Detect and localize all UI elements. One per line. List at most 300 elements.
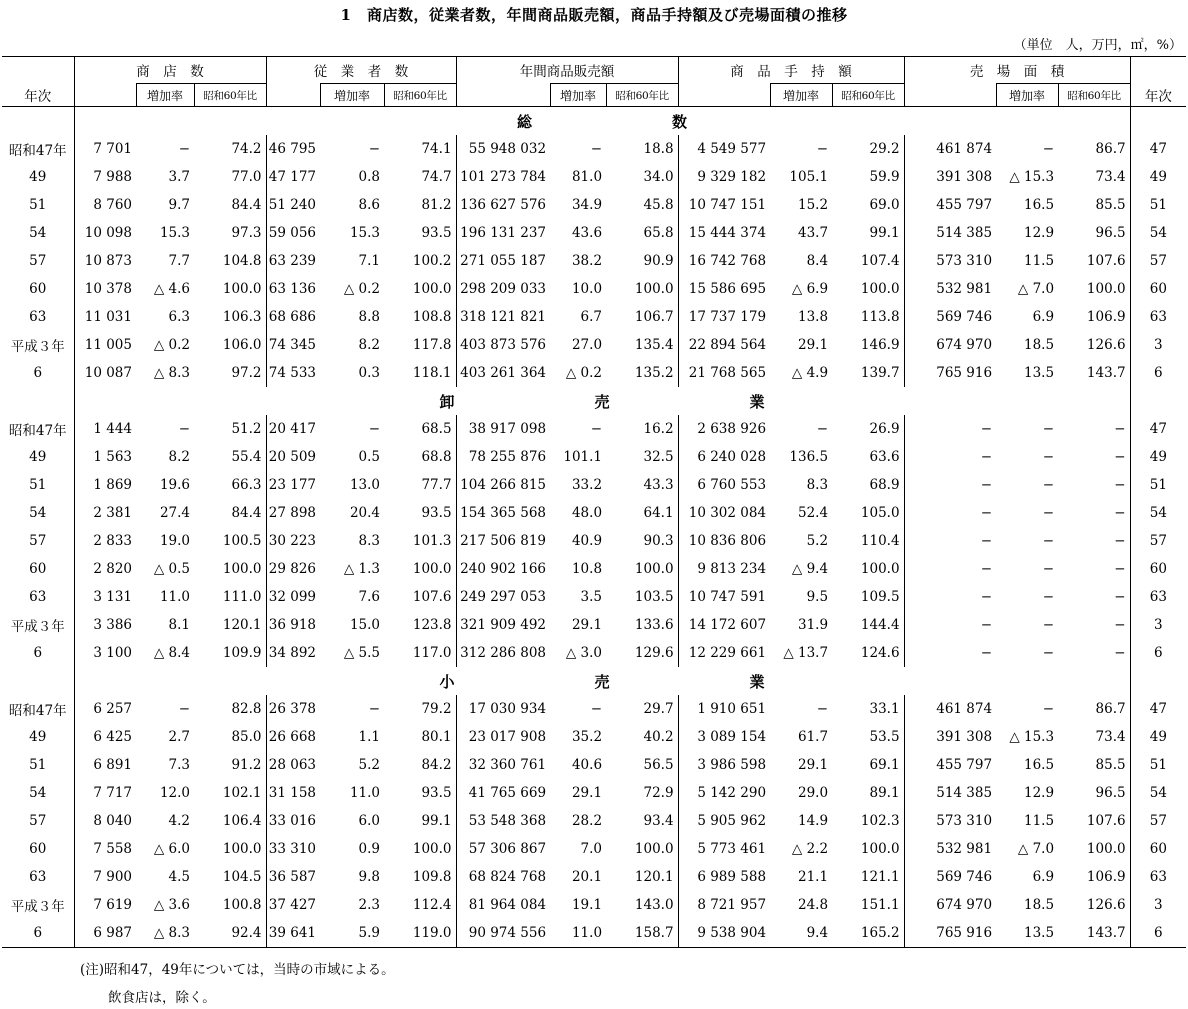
table-cell: 112.4 [384,891,456,919]
table-cell: △ 8.3 [153,365,190,381]
section-year-right-blank [1130,387,1186,415]
row-year: 60 [2,275,74,303]
header-blank [456,84,550,107]
table-cell: 121.1 [832,863,904,891]
table-cell: 69.0 [832,191,904,219]
header-blank [266,84,320,107]
table-cell: − [1058,499,1130,527]
table-cell: 19.6 [159,477,190,493]
table-cell: 53.5 [832,723,904,751]
table-cell: − [1042,477,1055,493]
table-cell: 391 308 [936,729,993,745]
table-cell: 249 297 053 [460,589,547,605]
table-cell: △ 1.3 [343,561,381,577]
table-cell: 0.8 [358,169,381,185]
table-cell: 43.6 [571,225,603,241]
table-cell: 111.0 [194,583,266,611]
table-cell: 93.5 [384,779,456,807]
row-year-right: 60 [1149,841,1167,857]
table-cell: 29.2 [832,135,904,163]
table-cell: 107.4 [832,247,904,275]
table-cell: 96.5 [1058,779,1130,807]
header-group-floor-area: 売 場 面 積 [904,57,1130,84]
table-cell: △ 4.9 [791,365,829,381]
header-year-top [2,57,74,84]
table-cell: 100.0 [606,275,678,303]
table-cell: − [590,701,603,717]
table-cell: 2 820 [93,561,132,577]
table-cell: 74 345 [268,337,317,353]
table-cell: 10 836 806 [688,533,767,549]
table-cell: 139.7 [832,359,904,387]
row-year-right: 57 [1149,533,1167,549]
table-cell: 123.8 [384,611,456,639]
table-cell: 68.8 [384,443,456,471]
section-year-blank [2,667,74,695]
table-row [2,835,1186,863]
table-cell: 8.3 [358,533,381,549]
table-cell: 86.7 [1058,135,1130,163]
table-cell: 6.3 [168,309,190,325]
table-cell: 74 533 [268,365,317,381]
header-ratio: 昭和60年比 [384,84,456,107]
table-cell: − [1042,449,1055,465]
header-ratio: 昭和60年比 [194,84,266,107]
table-cell: 100.0 [832,555,904,583]
table-cell: 8.1 [168,617,190,633]
table-cell: 2.7 [168,729,190,745]
table-cell: 10 378 [84,281,132,297]
table-cell: 100.2 [384,247,456,275]
table-cell: 31.9 [797,617,829,633]
table-cell: 101 273 784 [460,169,547,185]
row-year: 57 [2,247,74,275]
row-year: 平成３年 [2,331,74,359]
table-cell: 46 795 [268,141,317,157]
table-cell: 93.4 [606,807,678,835]
table-row [2,163,1186,191]
table-cell: 143.0 [606,891,678,919]
table-cell: 53 548 368 [468,813,547,829]
table-cell: 103.5 [606,583,678,611]
table-cell: 104.5 [194,863,266,891]
table-cell: 11.5 [1024,813,1055,829]
table-row [2,331,1186,359]
table-cell: 3.5 [580,589,603,605]
row-year: 49 [2,443,74,471]
table-cell: 100.0 [606,555,678,583]
table-row [2,191,1186,219]
table-cell: 8 040 [93,813,132,829]
table-row [2,891,1186,919]
table-cell: 11.0 [159,589,190,605]
table-cell: − [816,421,829,437]
table-cell: 15 444 374 [688,225,767,241]
section-label [74,107,1130,136]
table-cell: 100.0 [384,835,456,863]
table-cell: 126.6 [1058,331,1130,359]
table-cell: △ 0.2 [153,337,190,353]
table-cell: 100.0 [384,275,456,303]
table-cell: 12 229 661 [688,645,767,661]
table-cell: 21 768 565 [688,365,767,381]
table-cell: 81 964 084 [468,897,547,913]
header-ratio: 昭和60年比 [832,84,904,107]
table-cell: − [980,645,993,661]
table-cell: − [368,421,381,437]
table-cell: 6 257 [93,701,132,717]
table-cell: 19.1 [571,897,603,913]
table-row [2,695,1186,723]
table-row [2,415,1186,443]
table-cell: 79.2 [384,695,456,723]
section-label [74,387,1130,415]
row-year: 60 [2,555,74,583]
table-cell: 11.0 [349,785,381,801]
row-year: 昭和47年 [2,135,74,163]
table-cell: 11.0 [550,919,606,948]
table-cell: 154 365 568 [460,505,547,521]
table-cell: 569 746 [936,309,993,325]
table-cell: 96.5 [1058,219,1130,247]
table-cell: 3 089 154 [697,729,767,745]
table-cell: 38.2 [571,253,603,269]
row-year: 昭和47年 [2,695,74,723]
section-label-text: 総数 [517,112,828,131]
table-cell: 85.5 [1058,191,1130,219]
table-cell: 6 760 553 [697,477,767,493]
table-cell: 129.6 [606,639,678,667]
table-cell: 109.5 [832,583,904,611]
table-cell: 5 142 290 [697,785,767,801]
table-cell: 2 833 [93,533,132,549]
table-cell: 13.5 [996,919,1058,948]
table-cell: 81.2 [384,191,456,219]
table-cell: 3 100 [93,645,132,661]
table-cell: 29.1 [571,617,603,633]
table-cell: 41 765 669 [468,785,547,801]
table-cell: − [368,141,381,157]
table-cell: 12.9 [1024,225,1055,241]
table-cell: − [178,141,190,157]
table-cell: 52.4 [797,505,829,521]
table-cell: 18.8 [606,135,678,163]
table-cell: 110.4 [832,527,904,555]
table-cell: − [368,701,381,717]
section-year-blank [2,387,74,415]
table-cell: 36 587 [268,869,317,885]
row-year: 6 [2,639,74,667]
row-year-right: 47 [1149,141,1167,157]
row-year: 57 [2,527,74,555]
table-cell: 40.9 [571,533,603,549]
table-cell: 18.5 [1024,337,1055,353]
table-cell: 28 063 [268,757,317,773]
table-cell: △ 13.7 [783,645,829,661]
table-cell: 64.1 [606,499,678,527]
row-year-right: 63 [1149,589,1167,605]
table-cell: △ 9.4 [791,561,829,577]
table-cell: 73.4 [1058,723,1130,751]
table-cell: 93.5 [384,499,456,527]
table-cell: − [816,701,829,717]
header-rate: 増加率 [550,84,606,107]
table-cell: 20.4 [349,505,381,521]
table-cell: 117.0 [384,639,456,667]
row-year-right: 6 [1154,645,1163,661]
row-year-right: 57 [1149,253,1167,269]
table-cell: 100.5 [194,527,266,555]
table-cell: 85.0 [194,723,266,751]
row-year-right: 6 [1154,365,1163,381]
table-cell: 37 427 [268,897,317,913]
footnote: (注)昭和47，49年については，当時の市域による。 [80,962,395,978]
table-cell: 55 948 032 [468,141,547,157]
table-cell: 158.7 [606,919,678,948]
table-cell: 7 558 [93,841,132,857]
section-header-row [2,107,1186,136]
row-year: 6 [2,359,74,387]
table-cell: 7.6 [358,589,381,605]
table-cell: 33.1 [832,695,904,723]
table-cell: 10 873 [84,253,132,269]
table-cell: 3 131 [93,589,132,605]
table-cell: 9.7 [168,197,190,213]
table-cell: 135.4 [606,331,678,359]
table-cell: 29.7 [606,695,678,723]
table-cell: − [1058,527,1130,555]
table-cell: 3 986 598 [697,757,767,773]
table-cell: 26 668 [268,729,317,745]
table-row [2,135,1186,163]
table-cell: 77.7 [384,471,456,499]
table-cell: 514 385 [936,225,993,241]
table-cell: 34 892 [268,645,317,661]
table-cell: 151.1 [832,891,904,919]
table-cell: 6 989 588 [697,869,767,885]
table-cell: 10 747 591 [688,589,767,605]
table-cell: 196 131 237 [460,225,547,241]
table-cell: 48.0 [571,505,603,521]
table-cell: 23 017 908 [468,729,547,745]
table-cell: 28.2 [571,813,603,829]
header-group-sales: 年間商品販売額 [456,57,678,84]
table-cell: 20 509 [268,449,317,465]
table-cell: 22 894 564 [688,337,767,353]
table-cell: 2.3 [358,897,381,913]
table-cell: 124.6 [832,639,904,667]
table-cell: △ 3.0 [565,645,603,661]
table-cell: 7 900 [93,869,132,885]
table-cell: − [1042,645,1055,661]
table-cell: 765 916 [936,365,993,381]
table-cell: 9.5 [806,589,829,605]
table-cell: 765 916 [904,919,996,948]
table-cell: 1 869 [93,477,132,493]
table-cell: 84.2 [384,751,456,779]
table-cell: − [980,505,993,521]
table-row [2,583,1186,611]
table-cell: 321 909 492 [460,617,547,633]
table-cell: − [1058,611,1130,639]
table-cell: 99.1 [832,219,904,247]
row-year-right: 51 [1149,477,1167,493]
table-cell: 143.7 [1058,359,1130,387]
table-cell: 117.8 [384,331,456,359]
table-cell: 23 177 [268,477,317,493]
table-row [2,219,1186,247]
row-year-right: 6 [1130,919,1186,948]
table-cell: 85.5 [1058,751,1130,779]
table-cell: 38 917 098 [468,421,547,437]
row-year-right: 51 [1149,197,1167,213]
table-cell: − [178,421,190,437]
table-row [2,723,1186,751]
table-cell: 68 824 768 [468,869,547,885]
table-cell: − [1042,561,1055,577]
table-cell: 5 773 461 [697,841,767,857]
header-year: 年次 [2,84,74,107]
table-cell: − [816,141,829,157]
table-cell: 20 417 [268,421,317,437]
table-cell: 461 874 [936,701,993,717]
table-cell: − [1042,589,1055,605]
table-cell: △ 15.3 [1009,169,1055,185]
table-cell: − [1058,639,1130,667]
table-cell: 8.8 [358,309,381,325]
table-cell: − [980,449,993,465]
table-cell: − [178,701,190,717]
table-cell: − [980,421,993,437]
table-cell: 0.9 [358,841,381,857]
row-year-right: 54 [1149,225,1167,241]
table-cell: − [1042,505,1055,521]
header-group-stores: 商 店 数 [74,57,266,84]
header-rate: 増加率 [770,84,832,107]
row-year: 49 [2,163,74,191]
table-cell: 5.2 [806,533,829,549]
table-cell: 65.8 [606,219,678,247]
row-year: 昭和47年 [2,415,74,443]
table-cell: 9 813 234 [697,561,767,577]
table-cell: 59.9 [832,163,904,191]
table-cell: 102.1 [194,779,266,807]
table-cell: 13.0 [349,477,381,493]
table-cell: 97.2 [194,359,266,387]
table-cell: 29 826 [268,561,317,577]
section-label [74,667,1130,695]
table-cell: 8.2 [358,337,381,353]
row-year: 49 [2,723,74,751]
header-rate: 増加率 [996,84,1058,107]
table-cell: 0.3 [358,365,381,381]
row-year: 54 [2,499,74,527]
table-cell: 3.7 [168,169,190,185]
table-cell: 69.1 [832,751,904,779]
table-cell: 15.2 [797,197,829,213]
table-cell: △ 6.9 [791,281,829,297]
table-cell: 146.9 [832,331,904,359]
table-cell: 15 586 695 [688,281,767,297]
table-row [2,919,1186,948]
table-cell: 298 209 033 [460,281,547,297]
table-cell: 5.9 [320,919,384,948]
table-cell: 100.0 [194,835,266,863]
row-year: 63 [2,303,74,331]
table-cell: 16 742 768 [688,253,767,269]
table-cell: 8 721 957 [697,897,767,913]
table-cell: △ 3.6 [153,897,190,913]
table-cell: − [1042,617,1055,633]
table-cell: 15.3 [349,225,381,241]
table-cell: 455 797 [936,757,993,773]
table-cell: 32.5 [606,443,678,471]
table-cell: 1 563 [93,449,132,465]
table-cell: 16.2 [606,415,678,443]
row-year: 54 [2,219,74,247]
table-cell: 8.6 [358,197,381,213]
table-cell: 17 030 934 [468,701,547,717]
table-cell: 10.0 [571,281,603,297]
table-cell: 7 619 [93,897,132,913]
table-cell: 569 746 [936,869,993,885]
table-cell: 24.8 [797,897,829,913]
table-cell: △ 5.5 [343,645,381,661]
table-cell: 36 918 [268,617,317,633]
table-cell: 68.5 [384,415,456,443]
table-cell: 8.4 [806,253,829,269]
table-cell: 1 910 651 [697,701,767,717]
table-cell: 73.4 [1058,163,1130,191]
table-cell: 391 308 [936,169,993,185]
table-cell: 106.7 [606,303,678,331]
table-cell: 4.2 [168,813,190,829]
table-cell: 532 981 [936,841,993,857]
table-cell: 34.0 [606,163,678,191]
header-group-employees: 従 業 者 数 [266,57,456,84]
table-cell: 4 549 577 [697,141,767,157]
table-cell: 11.5 [1024,253,1055,269]
section-header-row [2,387,1186,415]
row-year-right: 54 [1149,505,1167,521]
table-cell: 6 240 028 [697,449,767,465]
table-row [2,303,1186,331]
table-cell: 101.3 [384,527,456,555]
row-year-right: 3 [1154,337,1163,353]
table-cell: 29.1 [571,785,603,801]
row-year: 51 [2,751,74,779]
footnote-2: 飲食店は，除く。 [108,990,216,1006]
table-cell: 100.0 [194,275,266,303]
table-cell: △ 4.6 [153,281,190,297]
table-cell: △ 8.3 [136,919,194,948]
table-row [2,611,1186,639]
table-cell: 93.5 [384,219,456,247]
table-cell: 68.9 [832,471,904,499]
table-cell: 32 360 761 [468,757,547,773]
table-row [2,527,1186,555]
table-cell: − [980,589,993,605]
table-cell: 104.8 [194,247,266,275]
row-year: 54 [2,779,74,807]
section-year-right-blank [1130,107,1186,136]
table-cell: 7.3 [168,757,190,773]
table-cell: 81.0 [571,169,603,185]
table-cell: 10 747 151 [688,197,767,213]
table-cell: 126.6 [1058,891,1130,919]
table-cell: 100.0 [384,555,456,583]
table-cell: 63.6 [832,443,904,471]
